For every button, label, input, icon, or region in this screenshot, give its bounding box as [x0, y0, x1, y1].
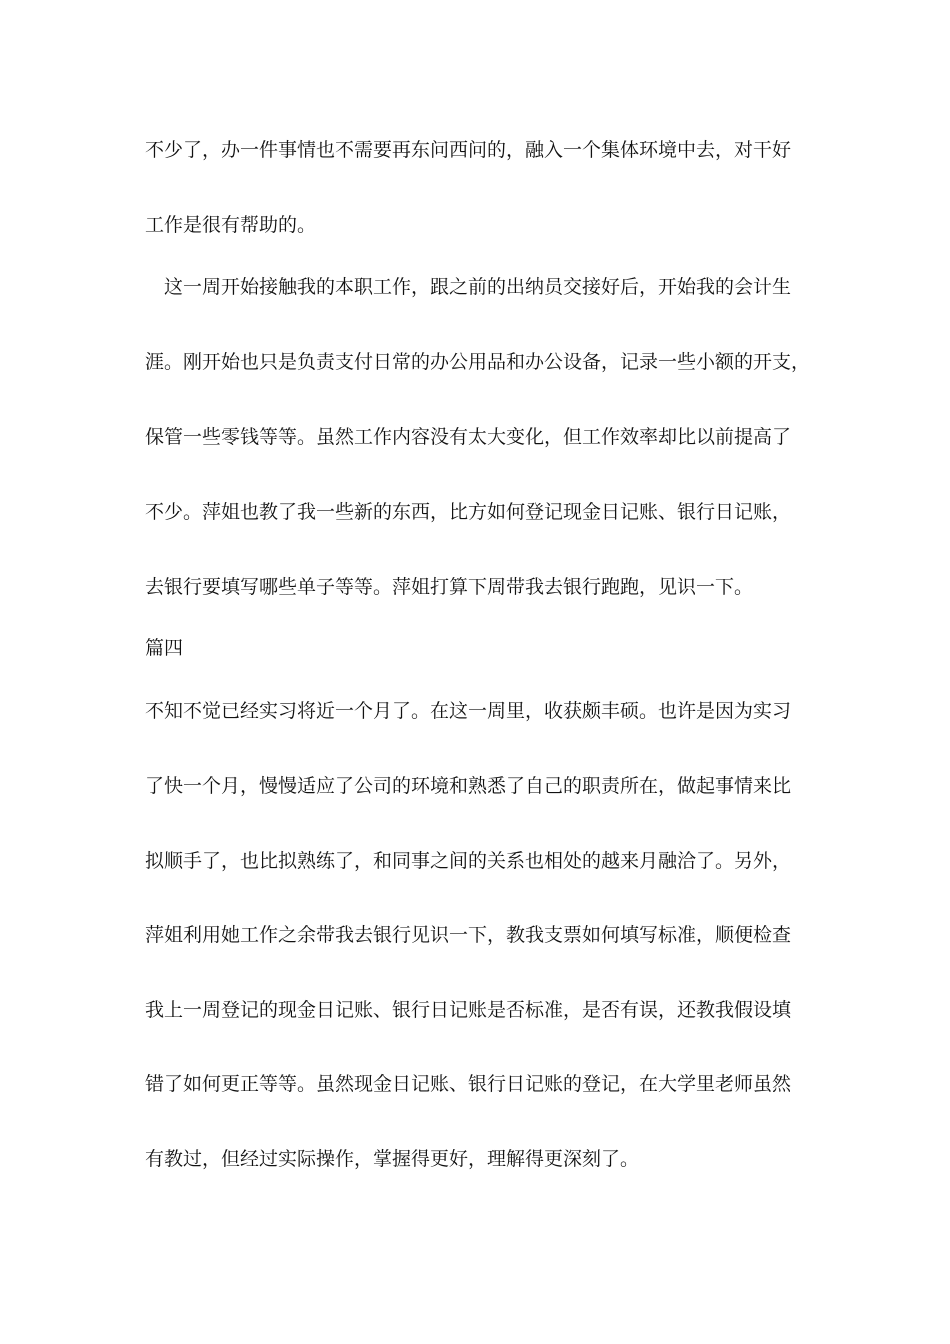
paragraph-3-line-5: 我上一周登记的现金日记账、银行日记账是否标准，是否有误，还教我假设填: [145, 999, 792, 1021]
paragraph-3-line-2: 了快一个月，慢慢适应了公司的环境和熟悉了自己的职责所在，做起事情来比: [145, 775, 792, 797]
paragraph-2-line-2: 涯。刚开始也只是负责支付日常的办公用品和办公设备，记录一些小额的开支，: [145, 351, 810, 373]
paragraph-1-line-1: 不少了，办一件事情也不需要再东问西问的，融入一个集体环境中去，对干好: [145, 139, 792, 161]
paragraph-2-line-4: 不少。萍姐也教了我一些新的东西，比方如何登记现金日记账、银行日记账，: [145, 501, 792, 523]
paragraph-2-line-3: 保管一些零钱等等。虽然工作内容没有太大变化，但工作效率却比以前提高了: [145, 426, 792, 448]
paragraph-2-line-5: 去银行要填写哪些单子等等。萍姐打算下周带我去银行跑跑，见识一下。: [145, 576, 754, 598]
paragraph-3-line-3: 拟顺手了，也比拟熟练了，和同事之间的关系也相处的越来月融洽了。另外，: [145, 850, 792, 872]
paragraph-3-line-1: 不知不觉已经实习将近一个月了。在这一周里，收获颇丰硕。也许是因为实习: [145, 700, 792, 722]
paragraph-3-line-6: 错了如何更正等等。虽然现金日记账、银行日记账的登记，在大学里老师虽然: [145, 1073, 792, 1095]
section-heading: 篇四: [145, 637, 184, 659]
paragraph-1-line-2: 工作是很有帮助的。: [145, 214, 317, 236]
paragraph-3-line-7: 有教过，但经过实际操作，掌握得更好，理解得更深刻了。: [145, 1148, 640, 1170]
paragraph-3-line-4: 萍姐利用她工作之余带我去银行见识一下，教我支票如何填写标准，顺便检查: [145, 924, 792, 946]
paragraph-2-line-1: 这一周开始接触我的本职工作，跟之前的出纳员交接好后，开始我的会计生: [145, 276, 792, 298]
